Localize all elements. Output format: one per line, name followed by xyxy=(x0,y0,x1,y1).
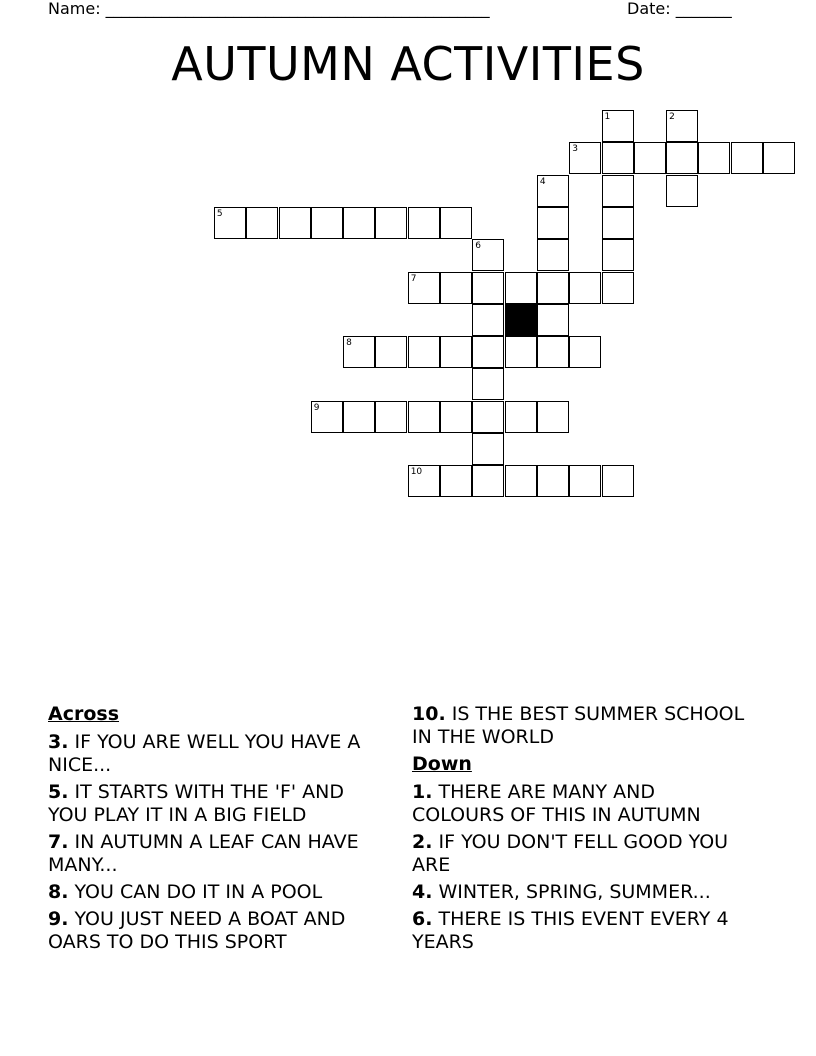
crossword-cell[interactable] xyxy=(569,272,601,304)
down-clue xyxy=(412,781,747,827)
crossword-cell[interactable] xyxy=(408,465,440,497)
clue-text: IN AUTUMN A LEAF CAN HAVE MANY... xyxy=(48,831,359,876)
clue-number-label: 4. xyxy=(412,881,433,903)
crossword-grid xyxy=(0,0,816,520)
across-heading: Across xyxy=(48,703,120,725)
crossword-cell[interactable] xyxy=(505,465,537,497)
clue-number-label: 8. xyxy=(48,881,69,903)
across-clue xyxy=(412,703,747,749)
clues-left-column xyxy=(48,703,383,958)
crossword-cell[interactable] xyxy=(602,239,634,271)
crossword-cell[interactable] xyxy=(537,175,569,207)
crossword-cell[interactable] xyxy=(472,368,504,400)
crossword-cell[interactable] xyxy=(602,465,634,497)
crossword-cell[interactable] xyxy=(731,142,763,174)
crossword-cell[interactable] xyxy=(569,142,601,174)
crossword-cell[interactable] xyxy=(537,465,569,497)
crossword-cell[interactable] xyxy=(634,142,666,174)
clue-number-label: 7. xyxy=(48,831,69,853)
crossword-cell[interactable] xyxy=(666,110,698,142)
crossword-cell[interactable] xyxy=(246,207,278,239)
crossword-cell[interactable] xyxy=(569,336,601,368)
across-clue xyxy=(48,881,383,904)
clue-number-label: 9. xyxy=(48,908,69,930)
across-clue xyxy=(48,781,383,827)
clue-number: 1 xyxy=(604,112,611,122)
crossword-cell[interactable] xyxy=(440,401,472,433)
crossword-cell[interactable] xyxy=(505,401,537,433)
across-clue xyxy=(48,831,383,877)
crossword-cell[interactable] xyxy=(537,272,569,304)
crossword-cell[interactable] xyxy=(472,433,504,465)
clue-number-label: 10. xyxy=(412,703,446,725)
clue-text: THERE IS THIS EVENT EVERY 4 YEARS xyxy=(412,908,729,953)
across-clue xyxy=(48,908,383,954)
crossword-block xyxy=(505,304,537,336)
crossword-cell[interactable] xyxy=(472,336,504,368)
crossword-cell[interactable] xyxy=(602,110,634,142)
crossword-cell[interactable] xyxy=(311,401,343,433)
crossword-cell[interactable] xyxy=(602,207,634,239)
clue-text: THERE ARE MANY AND COLOURS OF THIS IN AUTUMN xyxy=(412,781,701,826)
down-heading: Down xyxy=(412,753,472,775)
crossword-cell[interactable] xyxy=(408,207,440,239)
clues-right-column xyxy=(412,703,747,958)
crossword-cell[interactable] xyxy=(472,401,504,433)
crossword-cell[interactable] xyxy=(375,336,407,368)
crossword-cell[interactable] xyxy=(408,336,440,368)
clue-number: 3 xyxy=(572,144,578,155)
crossword-cell[interactable] xyxy=(440,465,472,497)
clue-number: 10 xyxy=(410,467,423,478)
crossword-cell[interactable] xyxy=(440,336,472,368)
across-clue xyxy=(48,731,383,777)
crossword-cell[interactable] xyxy=(343,207,375,239)
crossword-cell[interactable] xyxy=(602,272,634,304)
clue-text: IT STARTS WITH THE 'F' AND YOU PLAY IT IN A BIG FIELD xyxy=(48,781,344,826)
name-field-label: Name: ________________________________________________ xyxy=(48,0,490,18)
crossword-cell[interactable] xyxy=(375,207,407,239)
crossword-cell[interactable] xyxy=(698,142,730,174)
crossword-cell[interactable] xyxy=(279,207,311,239)
clue-text: YOU JUST NEED A BOAT AND OARS TO DO THIS SPORT xyxy=(48,908,346,953)
clue-number-label: 2. xyxy=(412,831,433,853)
crossword-cell[interactable] xyxy=(537,207,569,239)
crossword-cell[interactable] xyxy=(440,207,472,239)
crossword-cell[interactable] xyxy=(440,272,472,304)
crossword-cell[interactable] xyxy=(472,272,504,304)
clue-number-label: 3. xyxy=(48,731,69,753)
clue-number-label: 6. xyxy=(412,908,433,930)
crossword-cell[interactable] xyxy=(602,175,634,207)
clue-number: 7 xyxy=(410,273,417,284)
clue-number: 6 xyxy=(475,241,482,252)
down-clue xyxy=(412,831,747,877)
down-clue xyxy=(412,908,747,954)
crossword-cell[interactable] xyxy=(311,207,343,239)
crossword-cell[interactable] xyxy=(343,401,375,433)
crossword-cell[interactable] xyxy=(569,465,601,497)
crossword-cell[interactable] xyxy=(472,304,504,336)
crossword-cell[interactable] xyxy=(375,401,407,433)
crossword-cell[interactable] xyxy=(666,142,698,174)
clue-text: WINTER, SPRING, SUMMER... xyxy=(432,881,711,903)
crossword-cell[interactable] xyxy=(666,175,698,207)
date-field-label: Date: _______ xyxy=(627,0,732,18)
page-title: AUTUMN ACTIVITIES xyxy=(171,37,645,91)
crossword-cell[interactable] xyxy=(343,336,375,368)
clue-text: IF YOU DON'T FELL GOOD YOU ARE xyxy=(412,831,729,876)
crossword-cell[interactable] xyxy=(472,465,504,497)
clue-number: 4 xyxy=(539,176,546,187)
clue-number-label: 5. xyxy=(48,781,69,803)
crossword-cell[interactable] xyxy=(472,239,504,271)
crossword-cell[interactable] xyxy=(505,272,537,304)
down-clue xyxy=(412,881,747,904)
crossword-cell[interactable] xyxy=(537,239,569,271)
crossword-cell[interactable] xyxy=(602,142,634,174)
clue-number: 9 xyxy=(313,402,320,413)
clue-number: 2 xyxy=(669,112,675,122)
clue-text: IS THE BEST SUMMER SCHOOL IN THE WORLD xyxy=(412,703,745,748)
clue-text: IF YOU ARE WELL YOU HAVE A NICE... xyxy=(48,731,361,776)
crossword-cell[interactable] xyxy=(763,142,795,174)
clue-number-label: 1. xyxy=(412,781,433,803)
crossword-cell[interactable] xyxy=(408,272,440,304)
crossword-cell[interactable] xyxy=(537,401,569,433)
crossword-cell[interactable] xyxy=(537,336,569,368)
crossword-cell[interactable] xyxy=(408,401,440,433)
crossword-cell[interactable] xyxy=(537,304,569,336)
clue-number: 5 xyxy=(216,208,223,219)
clue-text: YOU CAN DO IT IN A POOL xyxy=(68,881,323,903)
crossword-cell[interactable] xyxy=(505,336,537,368)
crossword-cell[interactable] xyxy=(214,207,246,239)
clue-number: 8 xyxy=(346,338,352,349)
